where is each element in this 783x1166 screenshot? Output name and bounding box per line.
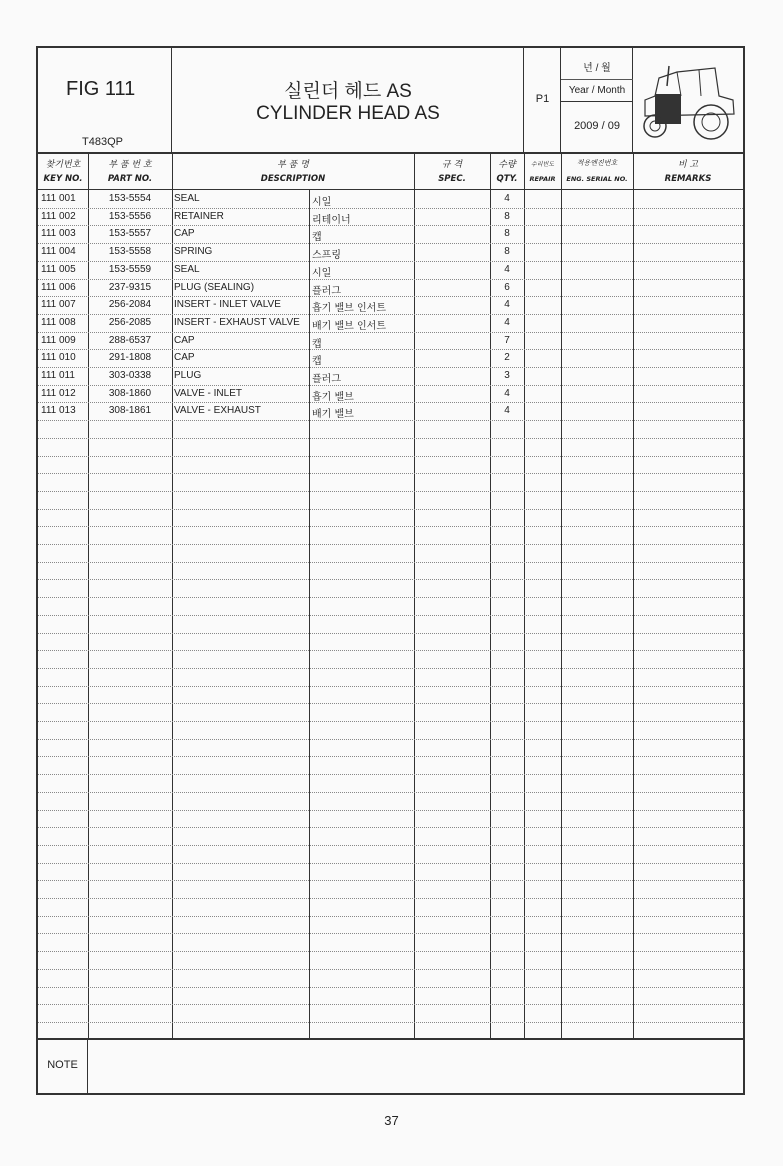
row-rule xyxy=(38,933,743,934)
description-korean: 플러그 xyxy=(312,285,341,297)
page-label: P1 xyxy=(535,93,550,105)
tractor-icon xyxy=(637,56,737,142)
key-number: 111 009 xyxy=(41,334,76,346)
row-rule xyxy=(38,810,743,811)
quantity: 7 xyxy=(504,334,510,346)
description: INSERT - INLET VALVE xyxy=(174,299,281,311)
figure-number: FIG 111 xyxy=(66,78,136,100)
description: VALVE - EXHAUST xyxy=(174,405,261,417)
description: CAP xyxy=(174,352,195,364)
quantity: 4 xyxy=(504,193,510,204)
model-code: T483QP xyxy=(82,136,123,148)
row-rule xyxy=(38,951,743,952)
row-rule xyxy=(38,987,743,988)
key-number: 111 008 xyxy=(41,316,76,328)
description-korean: 시일 xyxy=(312,267,332,279)
description-korean: 플러그 xyxy=(312,374,341,385)
description: CAP xyxy=(174,228,195,240)
quantity: 4 xyxy=(504,299,510,311)
column-header-row xyxy=(38,154,743,190)
title-korean: 실린더 헤드 AS xyxy=(284,81,412,102)
description-korean: 캡 xyxy=(312,338,322,350)
row-rule xyxy=(38,597,743,598)
part-number: 237-9315 xyxy=(108,281,152,293)
key-number: 111 002 xyxy=(41,210,76,222)
row-rule xyxy=(38,898,743,899)
row-rule xyxy=(38,526,743,527)
quantity: 4 xyxy=(504,387,510,399)
row-rule xyxy=(38,916,743,917)
year-month-korean: 년 / 월 xyxy=(561,48,633,80)
description: PLUG xyxy=(174,370,202,381)
row-rule xyxy=(38,562,743,563)
row-rule xyxy=(38,969,743,970)
description: SPRING xyxy=(174,246,213,258)
quantity: 4 xyxy=(504,263,510,275)
part-number: 308-1860 xyxy=(108,387,152,399)
quantity: 4 xyxy=(504,316,510,328)
key-number: 111 006 xyxy=(41,281,76,293)
part-number: 153-5558 xyxy=(108,246,152,258)
row-rule xyxy=(38,473,743,474)
quantity: 8 xyxy=(504,210,510,222)
row-rule xyxy=(38,668,743,669)
row-rule xyxy=(38,827,743,828)
col-description-header: 부 품 명 DESCRIPTION xyxy=(260,160,326,184)
key-number: 111 001 xyxy=(41,193,76,204)
row-rule xyxy=(38,845,743,846)
title-english: CYLINDER HEAD AS xyxy=(256,103,440,124)
quantity: 8 xyxy=(504,246,510,258)
description: PLUG (SEALING) xyxy=(174,281,255,293)
description: RETAINER xyxy=(174,210,224,222)
page-label-cell xyxy=(524,48,561,152)
sheet-header xyxy=(38,48,743,154)
row-rule xyxy=(38,774,743,775)
key-number: 111 012 xyxy=(41,387,76,399)
table-row xyxy=(38,314,743,332)
row-rule xyxy=(38,438,743,439)
row-rule xyxy=(38,579,743,580)
key-number: 111 011 xyxy=(41,370,75,381)
col-repair-header: 수리빈도 REPAIR xyxy=(529,161,556,183)
part-number: 288-6537 xyxy=(108,334,152,346)
row-rule xyxy=(38,615,743,616)
table-row xyxy=(38,349,743,367)
description-korean: 리테이너 xyxy=(312,214,351,226)
row-rule xyxy=(38,544,743,545)
quantity: 2 xyxy=(504,352,510,364)
key-number: 111 007 xyxy=(41,299,76,311)
table-row xyxy=(38,243,743,261)
col-part-header: 부 품 번 호 PART NO. xyxy=(107,160,153,184)
row-rule xyxy=(38,739,743,740)
table-row xyxy=(38,261,743,279)
note-section xyxy=(38,1038,743,1093)
description-korean: 캡 xyxy=(312,356,322,368)
part-number: 256-2085 xyxy=(108,316,152,328)
row-rule xyxy=(38,1022,743,1023)
table-row xyxy=(38,208,743,226)
part-number: 308-1861 xyxy=(108,405,152,417)
date-value: 2009 / 09 xyxy=(574,120,620,132)
row-rule xyxy=(38,509,743,510)
quantity: 3 xyxy=(504,370,510,381)
description-korean: 흡기 밸브 인서트 xyxy=(312,303,386,315)
title-cell xyxy=(172,48,524,152)
key-number: 111 003 xyxy=(41,228,76,240)
table-row xyxy=(38,296,743,314)
col-key-header: 찾기번호 KEY NO. xyxy=(43,160,83,184)
table-row xyxy=(38,402,743,420)
row-rule xyxy=(38,456,743,457)
part-number: 153-5559 xyxy=(108,263,152,275)
description: SEAL xyxy=(174,263,200,275)
part-number: 153-5556 xyxy=(108,210,152,222)
col-spec-header: 규 격 SPEC. xyxy=(438,160,466,184)
quantity: 6 xyxy=(504,281,510,293)
row-rule xyxy=(38,650,743,651)
row-rule xyxy=(38,686,743,687)
quantity: 8 xyxy=(504,228,510,240)
description: SEAL xyxy=(174,193,200,204)
description-korean: 스프링 xyxy=(312,250,341,262)
quantity: 4 xyxy=(504,405,510,417)
key-number: 111 010 xyxy=(41,352,76,364)
description: VALVE - INLET xyxy=(174,387,242,399)
row-rule xyxy=(38,703,743,704)
row-rule xyxy=(38,1004,743,1005)
table-row xyxy=(38,367,743,385)
description: CAP xyxy=(174,334,195,346)
col-serial-header: 적용엔진번호 ENG. SERIAL NO. xyxy=(566,159,628,183)
row-rule xyxy=(38,880,743,881)
year-month-english: Year / Month xyxy=(561,80,633,102)
note-label: NOTE xyxy=(38,1040,88,1093)
key-number: 111 013 xyxy=(41,405,76,417)
parts-list-sheet xyxy=(36,46,745,1095)
description: INSERT - EXHAUST VALVE xyxy=(174,316,300,328)
figure-cell xyxy=(38,48,172,152)
description-korean: 흡기 밸브 xyxy=(312,391,354,403)
col-qty-header: 수량 QTY. xyxy=(496,160,518,184)
table-row xyxy=(38,225,743,243)
table-row xyxy=(38,385,743,403)
col-remarks-header: 비 고 REMARKS xyxy=(664,160,712,184)
date-cell xyxy=(561,48,633,152)
key-number: 111 005 xyxy=(41,263,76,275)
row-rule xyxy=(38,721,743,722)
image-cell xyxy=(633,48,743,152)
description-korean: 캡 xyxy=(312,232,322,244)
table-row xyxy=(38,332,743,350)
row-rule xyxy=(38,491,743,492)
table-row xyxy=(38,279,743,297)
row-rule xyxy=(38,756,743,757)
key-number: 111 004 xyxy=(41,246,76,258)
row-rule xyxy=(38,420,743,421)
part-number: 153-5554 xyxy=(108,193,152,204)
row-rule xyxy=(38,633,743,634)
table-row xyxy=(38,190,743,208)
page-number: 37 xyxy=(384,1113,399,1128)
part-number: 303-0338 xyxy=(108,370,152,381)
part-number: 256-2084 xyxy=(108,299,152,311)
description-korean: 배기 밸브 인서트 xyxy=(312,320,386,332)
description-korean: 배기 밸브 xyxy=(312,409,354,421)
row-rule xyxy=(38,792,743,793)
description-korean: 시일 xyxy=(312,197,332,208)
part-number: 291-1808 xyxy=(108,352,152,364)
part-number: 153-5557 xyxy=(108,228,152,240)
row-rule xyxy=(38,863,743,864)
